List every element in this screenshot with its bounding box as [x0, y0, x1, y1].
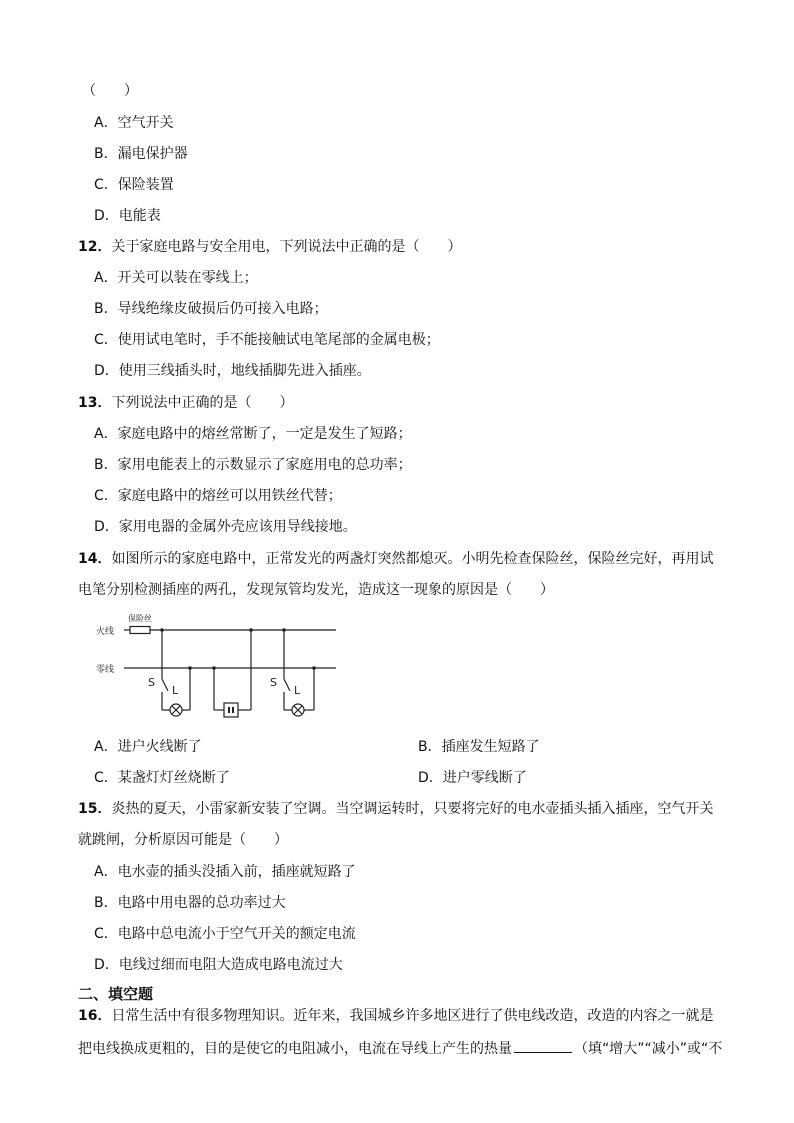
junction-dot-3: [212, 666, 216, 670]
lamp-label-1: L: [172, 684, 179, 697]
q11-option-d: D．电能表: [94, 208, 161, 224]
q13-stem: [78, 393, 293, 413]
q15-option-c: C．电路中总电流小于空气开关的额定电流: [94, 926, 356, 942]
q13-option-c: C．家庭电路中的熔丝可以用铁丝代替；: [94, 488, 342, 504]
q12-option-d: D．使用三线插头时，地线插脚先进入插座。: [94, 363, 371, 379]
junction-dot-6: [312, 666, 316, 670]
q12-stem: [78, 237, 461, 257]
socket-hole-2: [232, 707, 234, 713]
switch-label-1: S: [148, 676, 155, 689]
q12-option-a: A．开关可以装在零线上；: [94, 270, 258, 286]
q13-number: 13．: [78, 395, 112, 411]
q14-number: 14．: [78, 551, 112, 567]
q14-option-a: A．进户火线断了: [94, 739, 202, 755]
live-wire-label: 火线: [96, 627, 115, 637]
q16-text-2b: （填“增大”“减小”或“不: [574, 1041, 723, 1057]
socket-hole-1: [228, 707, 230, 713]
q13-option-a: A．家庭电路中的熔丝常断了，一定是发生了短路；: [94, 426, 412, 442]
branch2-switch-blade: [284, 679, 290, 691]
q12-text: 关于家庭电路与安全用电，下列说法中正确的是（ ）: [111, 239, 462, 255]
q14-option-d: D．进户零线断了: [418, 770, 527, 786]
q14-stem-line1: [78, 549, 713, 569]
branch1-switch-blade: [162, 679, 168, 691]
q14-text-1: 如图所示的家庭电路中，正常发光的两盏灯突然都熄灭。小明先检查保险丝，保险丝完好，再用试: [111, 551, 714, 567]
q15-option-b: B．电路中用电器的总功率过大: [94, 895, 286, 911]
q12-number: 12．: [78, 239, 112, 255]
q15-option-a: A．电水壶的插头没插入前，插座就短路了: [94, 864, 356, 880]
q12-option-b: B．导线绝缘皮破损后仍可接入电路；: [94, 301, 328, 317]
junction-dot-2: [188, 666, 192, 670]
q13-text: 下列说法中正确的是（ ）: [111, 395, 294, 411]
junction-dot-1: [160, 628, 164, 632]
q14-option-c: C．某盏灯灯丝烧断了: [94, 770, 230, 786]
fuse-label: 保险丝: [128, 614, 152, 623]
socket-icon: [224, 703, 238, 717]
q15-option-d: D．电线过细而电阻大造成电路电流过大: [94, 957, 343, 973]
q16-number: 16．: [78, 1008, 112, 1024]
junction-dot-5: [282, 628, 286, 632]
fuse-symbol: [130, 627, 150, 634]
q15-text-1: 炎热的夏天，小雷家新安装了空调。当空调运转时，只要将完好的电水壶插头插入插座，空气开关: [111, 801, 714, 817]
q16-text-2a: 把电线换成更粗的，目的是使它的电阻减小，电流在导线上产生的热量: [78, 1041, 512, 1057]
q15-number: 15．: [78, 801, 112, 817]
section-heading: 二、填空题: [78, 985, 154, 1003]
q13-option-b: B．家用电能表上的示数显示了家庭用电的总功率；: [94, 457, 412, 473]
lamp-label-2: L: [294, 684, 301, 697]
switch-label-2: S: [270, 676, 277, 689]
q11-option-c: C．保险装置: [94, 177, 174, 193]
q11-option-b: B．漏电保护器: [94, 146, 188, 162]
junction-dot-4: [249, 628, 253, 632]
neutral-wire-label: 零线: [96, 665, 115, 675]
q14-option-b: B．插座发生短路了: [418, 739, 540, 755]
q11-paren: （ ）: [82, 83, 138, 99]
q13-option-d: D．家用电器的金属外壳应该用导线接地。: [94, 519, 357, 535]
q15-stem-line2: 就跳闸，分析原因可能是（ ）: [78, 832, 288, 848]
q15-stem-line1: [78, 799, 713, 819]
q11-option-a: A．空气开关: [94, 115, 174, 131]
q12-option-c: C．使用试电笔时，手不能接触试电笔尾部的金属电极；: [94, 332, 440, 348]
q16-stem-line1: [78, 1006, 713, 1026]
q16-stem-line2: [78, 1038, 722, 1059]
q16-answer-blank[interactable]: [514, 1038, 572, 1053]
q16-text-1: 日常生活中有很多物理知识。近年来，我国城乡许多地区进行了供电线改造，改造的内容之一就是: [111, 1008, 714, 1024]
q14-stem-line2: 电笔分别检测插座的两孔，发现氖管均发光，造成这一现象的原因是（ ）: [78, 582, 554, 598]
circuit-diagram: [94, 608, 344, 722]
